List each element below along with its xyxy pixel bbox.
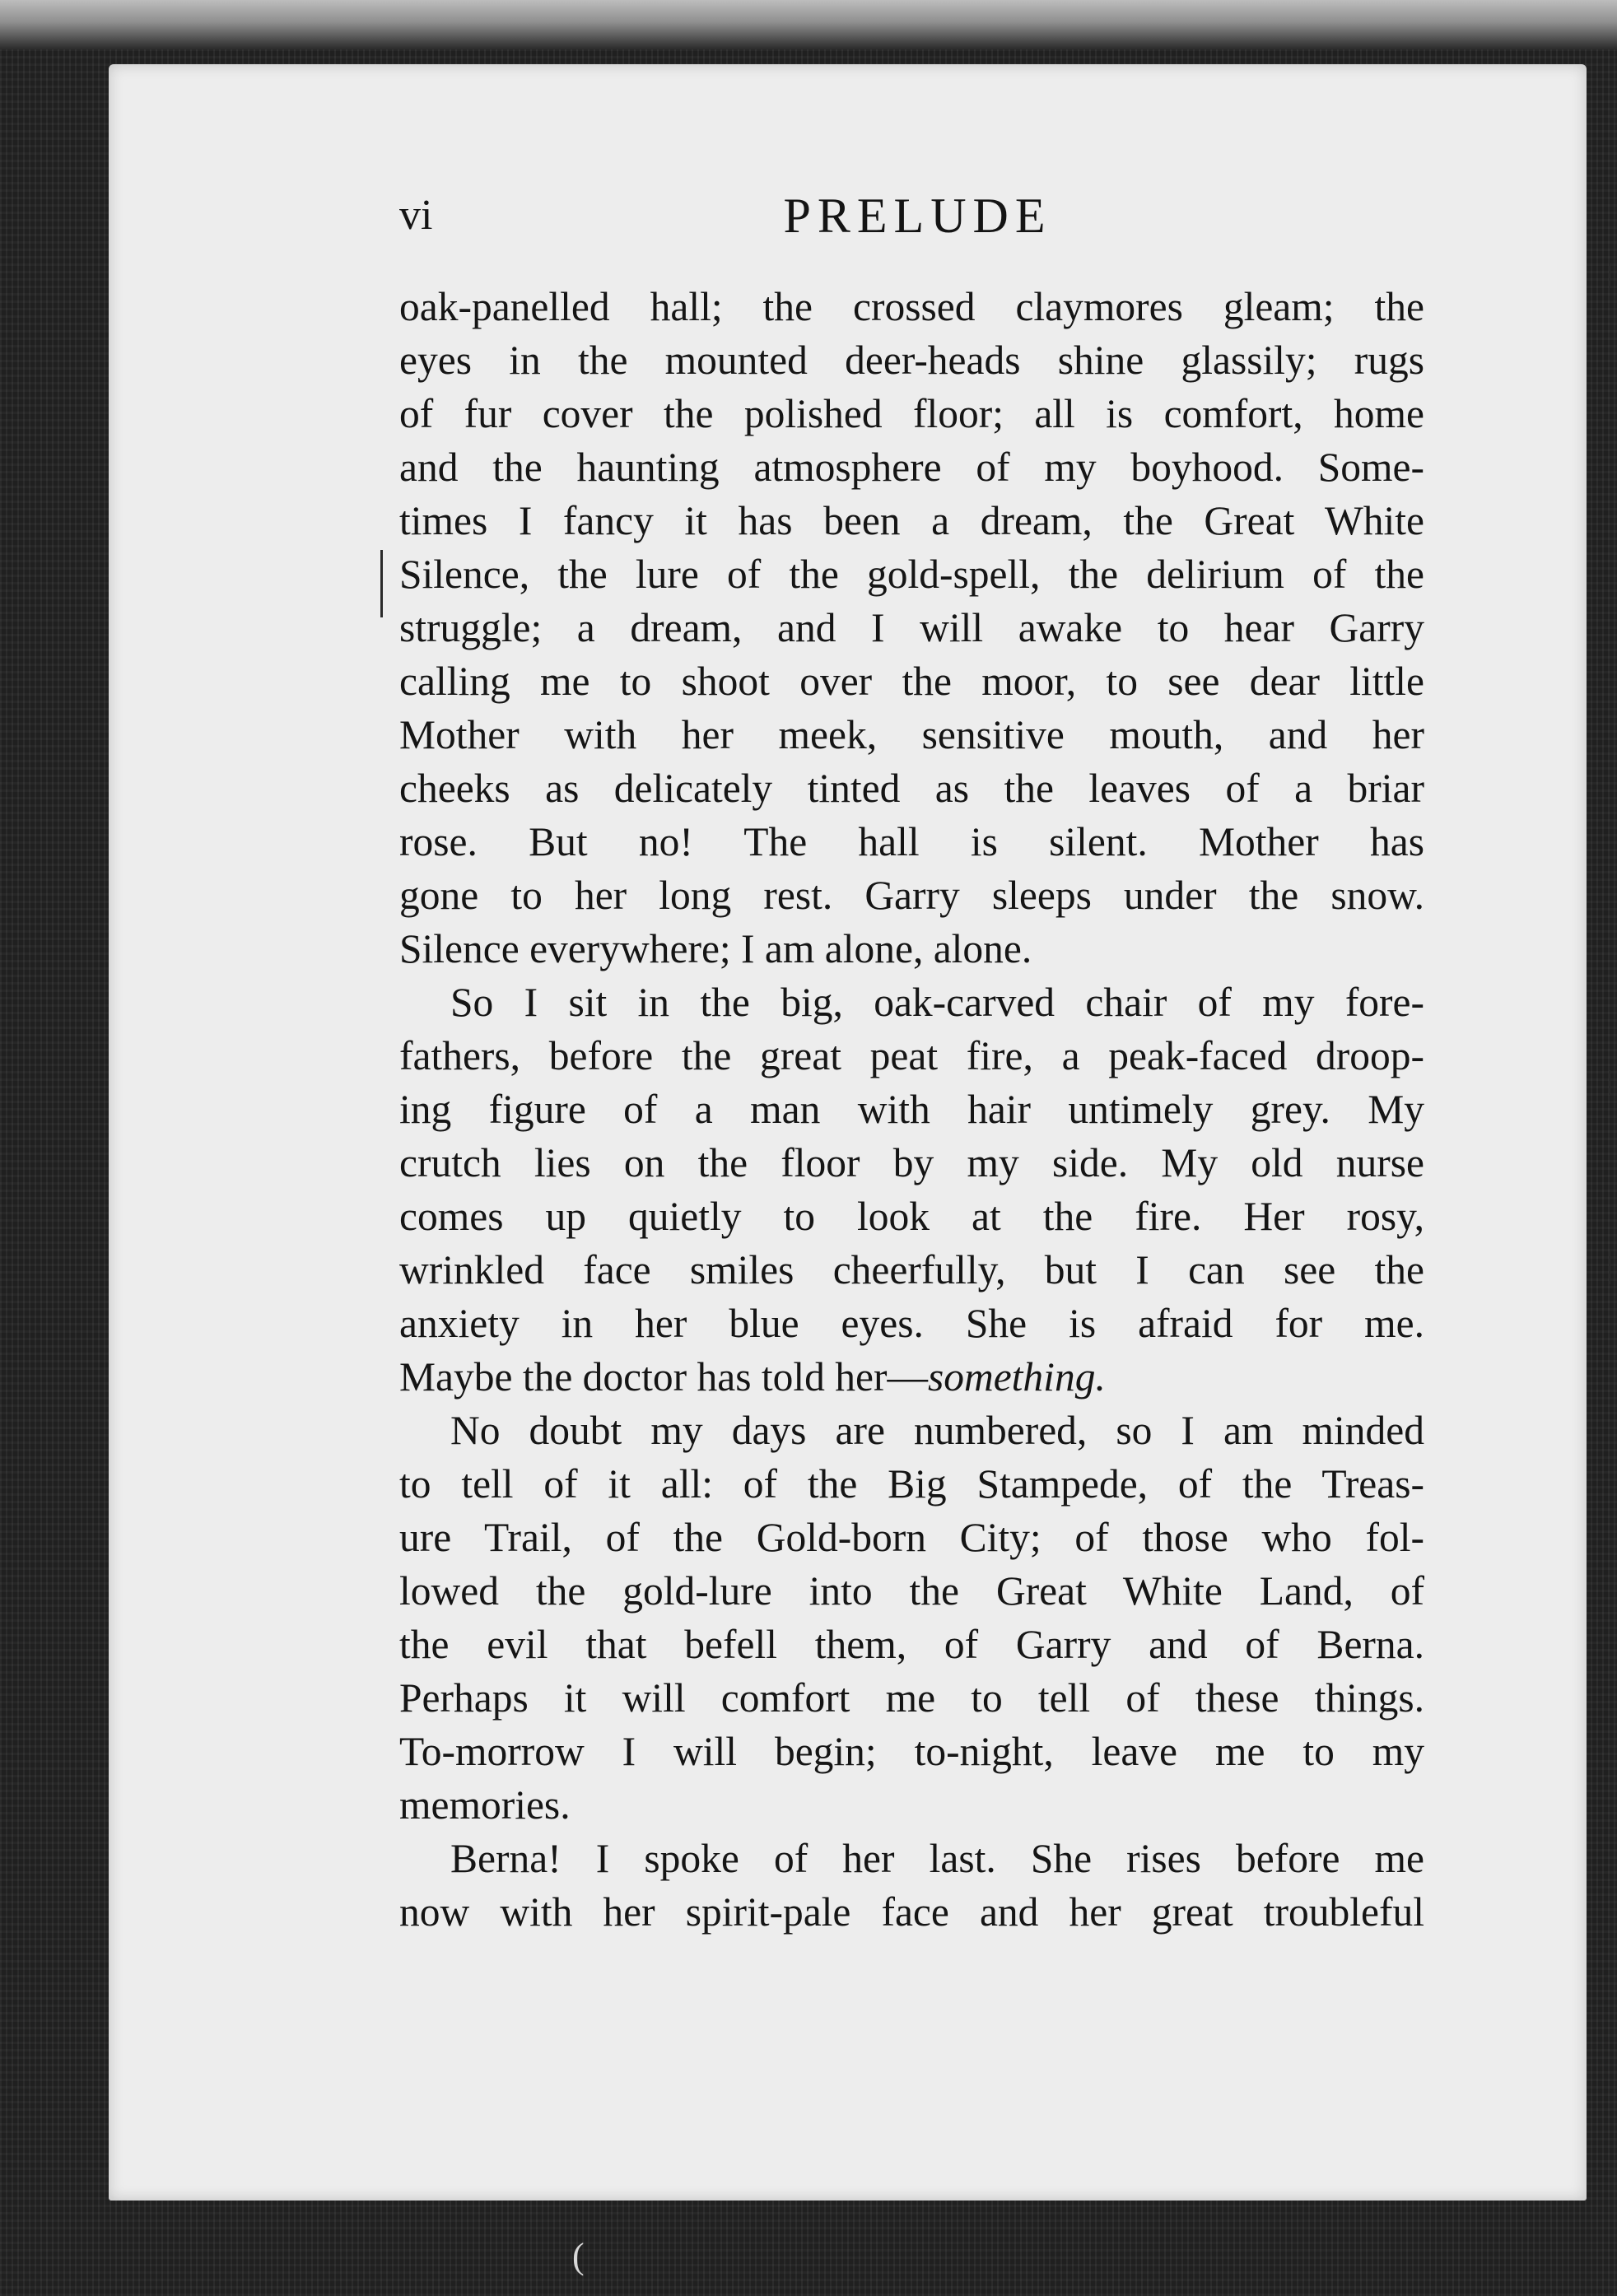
text-line: ure Trail, of the Gold-born City; of those who fol- [399,1515,1424,1560]
margin-mark [380,550,383,617]
text-line: No doubt my days are numbered, so I am minded [450,1408,1424,1453]
margin-mark [1609,263,1610,288]
text-line: Mother with her meek, sensitive mouth, and her [399,712,1424,757]
text-line: So I sit in the big, oak-carved chair of my fore- [450,980,1424,1025]
text-line: ing figure of a man with hair untimely grey. My [399,1087,1424,1132]
margin-mark [1609,1251,1610,1284]
text-line: Silence, the lure of the gold-spell, the delirium of the [399,552,1424,597]
text-line: the evil that befell them, of Garry and of Berna. [399,1622,1424,1667]
text-line: comes up quietly to look at the fire. Her rosy, [399,1194,1424,1239]
text-line: to tell of it all: of the Big Stampede, of the Treas- [399,1461,1424,1507]
text-line: times I fancy it has been a dream, the Great White [399,498,1424,543]
text-line: To-morrow I will begin; to-night, leave me to my [399,1729,1424,1774]
scan-top-edge [0,0,1617,49]
page-number: vi [399,192,433,239]
text-line: rose. But no! The hall is silent. Mother has [399,819,1424,864]
text-line: oak-panelled hall; the crossed claymores gleam; the [399,284,1424,329]
text-line: Silence everywhere; I am alone, alone. [399,926,1032,971]
text-line: Berna! I spoke of her last. She rises before me [450,1836,1424,1881]
text-line: Perhaps it will comfort me to tell of these things. [399,1675,1424,1721]
text-span: Maybe the doctor has told her— [399,1354,928,1399]
footer-mark: ( [572,2236,585,2276]
body-text [399,280,1424,1939]
text-line: of fur cover the polished floor; all is comfort, home [399,391,1424,436]
text-line: and the haunting atmosphere of my boyhood. Some- [399,445,1424,490]
text-line: fathers, before the great peat fire, a peak-faced droop- [399,1033,1424,1078]
running-head: PRELUDE [783,189,1052,243]
text-line: now with her spirit-pale face and her great troubleful [399,1889,1424,1935]
text-line: lowed the gold-lure into the Great White Land, of [399,1568,1424,1614]
text-line [399,1350,1424,1404]
page-header [399,183,1424,249]
text-line: memories. [399,1782,571,1828]
text-line: crutch lies on the floor by my side. My old nurse [399,1140,1424,1185]
text-line: struggle; a dream, and I will awake to hear Garry [399,605,1424,650]
text-line: cheeks as delicately tinted as the leaves of a briar [399,766,1424,811]
text-line: wrinkled face smiles cheerfully, but I can see the [399,1247,1424,1292]
text-line: anxiety in her blue eyes. She is afraid for me. [399,1301,1424,1346]
text-line: calling me to shoot over the moor, to see dear little [399,659,1424,704]
text-line: eyes in the mounted deer-heads shine glassily; rugs [399,338,1424,383]
text-line: gone to her long rest. Garry sleeps under the snow. [399,873,1424,918]
margin-mark [1609,1070,1610,1095]
italic-word: something. [927,1354,1106,1399]
